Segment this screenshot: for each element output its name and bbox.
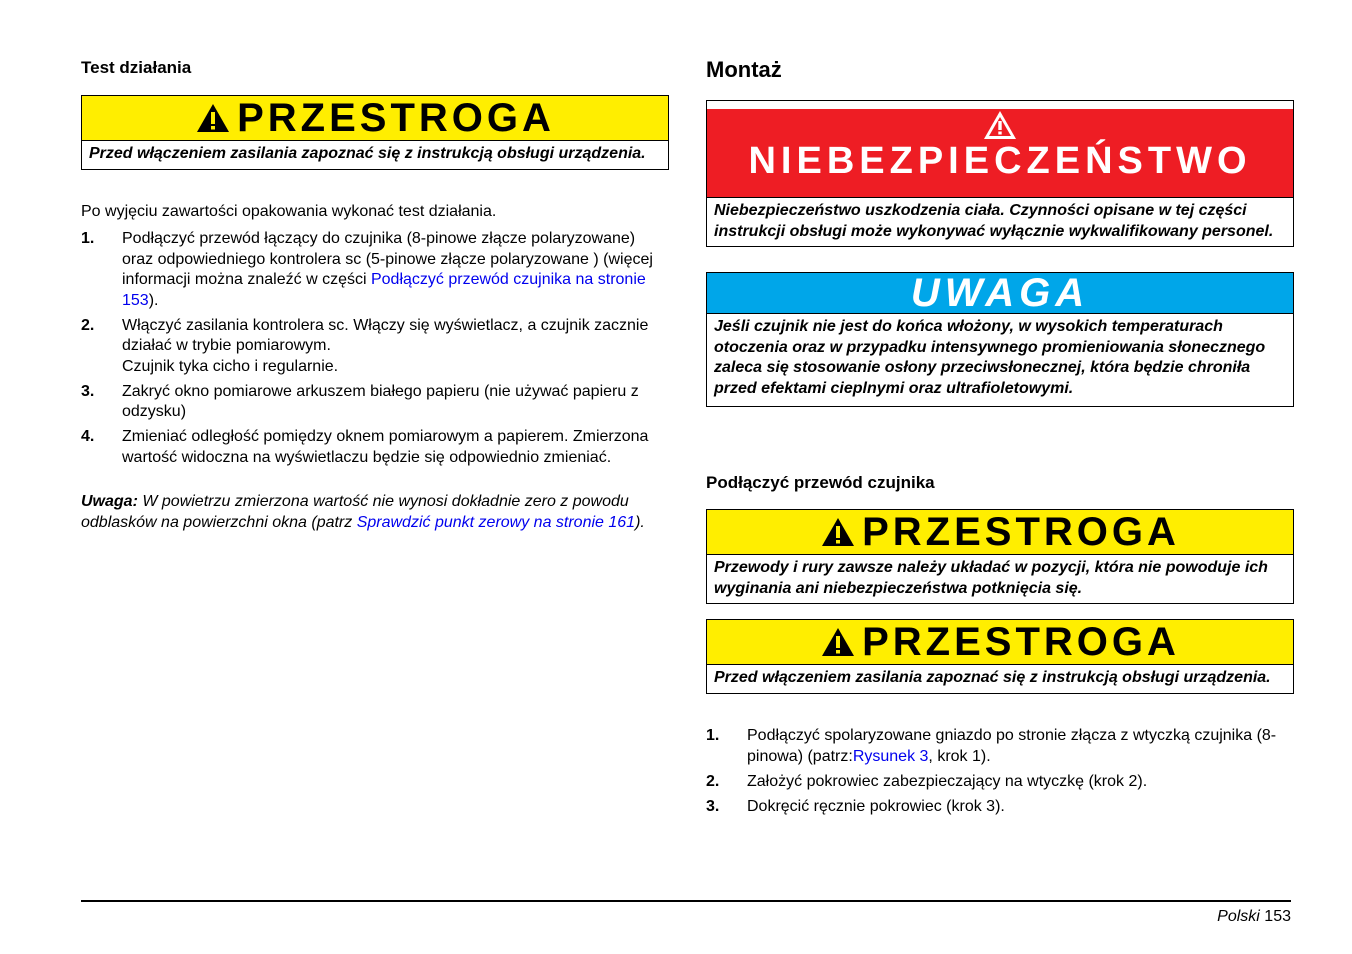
- link-check-zero-point[interactable]: Sprawdzić punkt zerowy na stronie 161: [356, 513, 636, 531]
- footer-divider: [81, 900, 1291, 902]
- list-item: 3. Zakryć okno pomiarowe arkuszem białego papieru (nie używać papieru z odzysku): [81, 382, 639, 420]
- step-result: Czujnik tyka cicho i regularnie.: [122, 357, 339, 375]
- warning-triangle-icon: [820, 516, 856, 548]
- caution-label: PRZESTROGA: [237, 96, 555, 140]
- notice-label: UWAGA: [910, 271, 1090, 315]
- notice-banner: [707, 273, 1293, 314]
- list-item: 1. Podłączyć przewód łączący do czujnika (8-pinowe złącze polaryzowane) oraz odpowiedniego kontrolera sc (5-pinowe złącze polaryzowane ) (więcej informacji można znaleźć w części Podłączyć przewód czujnika na stronie 153).: [81, 230, 653, 309]
- caution-box: [706, 509, 1294, 604]
- notice-text: Jeśli czujnik nie jest do końca włożony, w wysokich temperaturach otoczenia oraz w przypadku intensywnego promieniowania słonecznego zaleca się stosowanie osłony przeciwsłonecznej, która będzie chroniła przed efektami cieplnymi oraz ultrafioletowymi.: [714, 318, 1266, 397]
- section-heading-mounting: Montaż: [706, 57, 782, 82]
- warning-triangle-icon: [981, 109, 1019, 141]
- caution-box: [706, 619, 1294, 694]
- caution-banner: [82, 96, 668, 141]
- list-item: 1. Podłączyć spolaryzowane gniazdo po stronie złącza z wtyczką czujnika (8-pinowa) (patrz:Rysunek 3, krok 1).: [706, 727, 1277, 765]
- footer-language: Polski: [1217, 908, 1260, 925]
- page-number: 153: [1264, 908, 1291, 925]
- mounting-steps-list: [706, 726, 1294, 822]
- note-label: Uwaga:: [81, 493, 138, 510]
- warning-triangle-icon: [195, 102, 231, 134]
- warning-triangle-icon: [820, 626, 856, 658]
- list-item: 3. Dokręcić ręcznie pokrowiec (krok 3).: [706, 797, 1005, 815]
- notice-box: [706, 272, 1294, 407]
- danger-box: [706, 100, 1294, 247]
- note-paragraph: Uwaga: W powietrzu zmierzona wartość nie wynosi dokładnie zero z powodu odblasków na powierzchni okna (patrz Sprawdzić punkt zerowy na stronie 161).: [81, 493, 645, 531]
- link-figure-3[interactable]: Rysunek 3: [852, 747, 929, 765]
- list-item: 4. Zmieniać odległość pomiędzy oknem pomiarowym a papierem. Zmierzona wartość widoczna na wyświetlaczu będzie się odpowiednio zmieniać.: [81, 428, 649, 466]
- subsection-heading-connect-cable: Podłączyć przewód czujnika: [706, 473, 935, 492]
- caution-text: Przewody i rury zawsze należy układać w pozycji, która nie powoduje ich wyginania ani niebezpieczeństwa potknięcia się.: [714, 559, 1268, 597]
- page-footer: [1217, 908, 1291, 926]
- list-item: 2. Założyć pokrowiec zabezpieczający na wtyczkę (krok 2).: [706, 772, 1148, 790]
- caution-text: Przed włączeniem zasilania zapoznać się z instrukcją obsługi urządzenia.: [89, 145, 646, 162]
- test-steps-list: [81, 229, 669, 473]
- caution-box: [81, 95, 669, 170]
- caution-banner: [707, 620, 1293, 665]
- caution-label: PRZESTROGA: [862, 620, 1180, 664]
- caution-banner: [707, 510, 1293, 555]
- section-heading-test: Test działania: [81, 58, 192, 77]
- caution-text: Przed włączeniem zasilania zapoznać się z instrukcją obsługi urządzenia.: [714, 669, 1271, 686]
- intro-paragraph: Po wyjęciu zawartości opakowania wykonać test działania.: [81, 203, 497, 220]
- danger-text: Niebezpieczeństwo uszkodzenia ciała. Czynności opisane w tej części instrukcji obsługi może wykonywać wyłącznie wykwalifikowany personel.: [714, 202, 1274, 240]
- danger-label: NIEBEZPIECZEŃSTWO: [748, 140, 1252, 182]
- link-connect-sensor-cable[interactable]: Podłączyć przewód czujnika na stronie 153: [122, 271, 646, 309]
- danger-banner: [707, 109, 1293, 198]
- list-item: 2. Włączyć zasilania kontrolera sc. Włączy się wyświetlacz, a czujnik zacznie działać w trybie pomiarowym. Czujnik tyka cicho i regularnie.: [81, 316, 649, 375]
- caution-label: PRZESTROGA: [862, 510, 1180, 554]
